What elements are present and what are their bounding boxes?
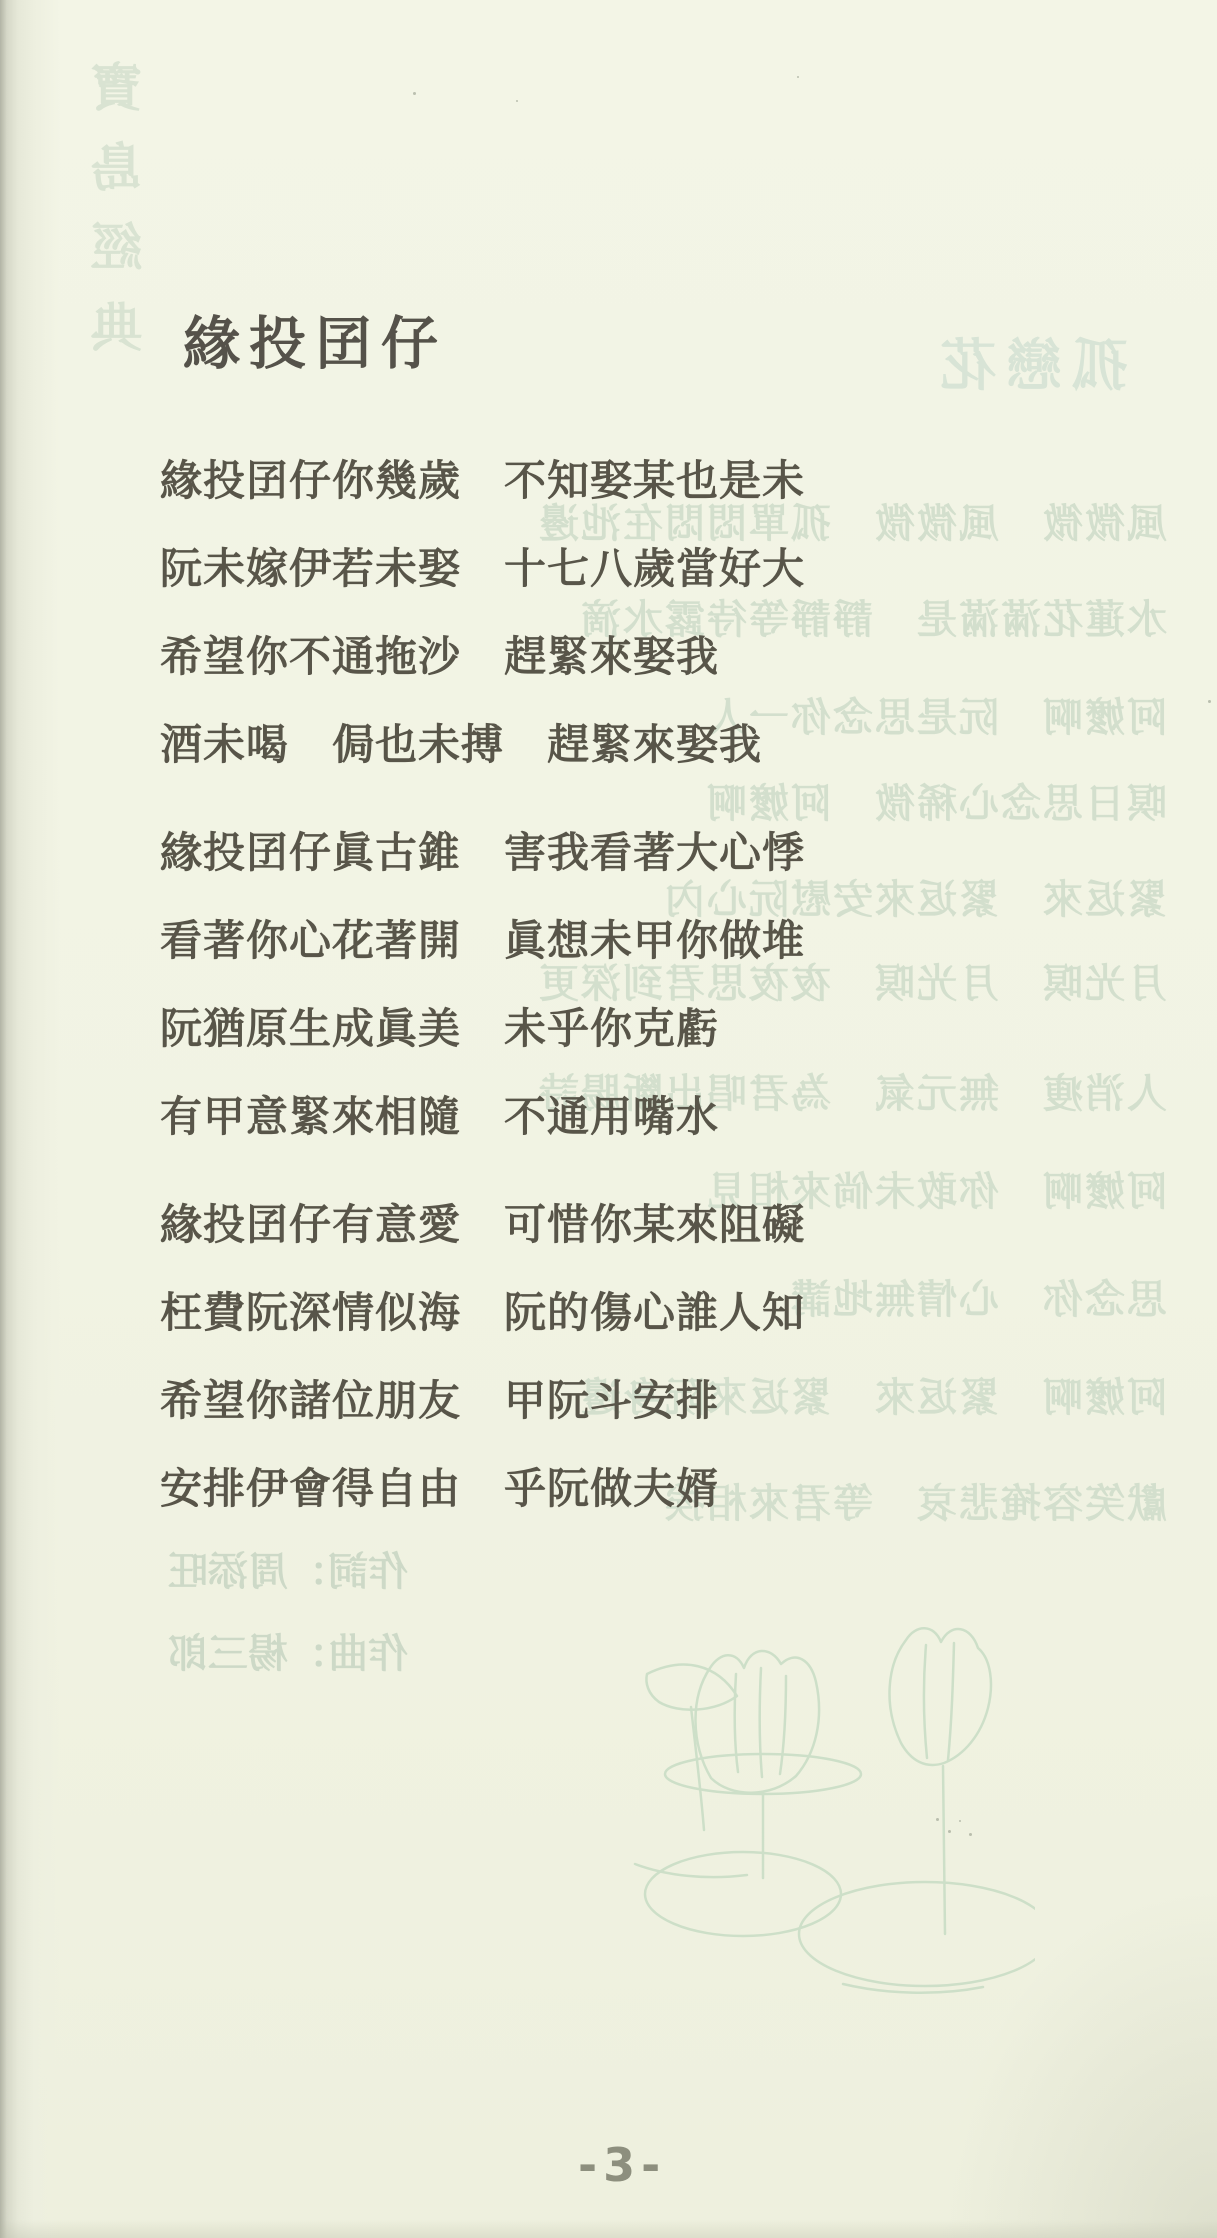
song-title: 緣投囝仔 [183,311,447,377]
lyric-line: 阮猶原生成眞美 未乎你克虧 [160,1004,720,1053]
dust-speck [516,100,518,102]
lyric-line: 希望你不通拖沙 趕緊來娶我 [160,632,720,681]
lyric-line: 有甲意緊來相隨 不通用嘴水 [160,1092,720,1141]
dust-speck [959,1820,961,1822]
showthrough-line: 水蓮花滿滿是 靜靜等待露水滴 [579,597,1167,643]
showthrough-line: 阿嬤啊 阮是思念你一人 [705,695,1167,741]
lyric-line: 緣投囝仔有意愛 可惜你某來阻礙 [160,1200,806,1249]
dust-speck [936,1818,939,1821]
lyric-line: 希望你諸位朋友 甲阮斗安排 [160,1376,720,1425]
showthrough-line: 阿嬤啊 緊返來 緊返來阮身邊 [579,1375,1167,1421]
spine-showthrough-label: 寶島經典 [92,60,152,380]
stanza-3 [160,1181,805,1533]
lyric-line: 緣投囝仔你幾歲 不知娶某也是未 [160,456,806,505]
showthrough-lyricist-credit: 作詞：周添旺 [168,1549,408,1595]
lyric-line: 阮未嫁伊若未娶 十七八歲當好大 [160,544,806,593]
lotus-pond-illustration [595,1612,1035,2032]
showthrough-line: 人消瘦 無元氣 為君唱出斷腸詩 [537,1071,1167,1117]
scan-left-edge-shadow [0,0,60,2238]
showthrough-line: 風微微 風微微 孤單悶悶在池邊 [537,501,1167,547]
showthrough-line: 月光暝 月光暝 夜夜思君到深更 [537,961,1167,1007]
lyric-line: 緣投囝仔眞古錐 害我看著大心悸 [160,828,806,877]
lyrics-block [160,437,805,1553]
dust-speck [948,1830,951,1833]
stanza-2 [160,809,805,1161]
showthrough-line: 思念你 心情無地講 [789,1277,1167,1323]
scan-bottom-edge-shadow [0,2220,1217,2238]
lyric-line: 看著你心花著開 眞想未甲你做堆 [160,916,806,965]
dust-speck [969,1833,972,1836]
showthrough-composer-credit: 作曲：楊三郎 [168,1631,408,1677]
showthrough-line: 緊返來 緊返來安慰阮心內 [663,877,1167,923]
lyric-line: 安排伊會得自由 乎阮做夫婿 [160,1464,720,1513]
dust-speck [413,92,416,95]
lyric-line: 枉費阮深情似海 阮的傷心誰人知 [160,1288,806,1337]
showthrough-next-song-title: 孤戀花 [930,334,1128,399]
lyric-line: 酒未喝 侷也未搏 趕緊來娶我 [160,720,763,769]
dust-speck [1208,700,1211,703]
showthrough-line: 阿嬤啊 你敢未倘來相見 [705,1169,1167,1215]
dust-speck [797,76,799,78]
page-number: -3- [578,2138,667,2192]
showthrough-line: 暝日思念心稀微 阿嬤啊 [705,781,1167,827]
stanza-1 [160,437,805,789]
showthrough-line: 獻笑容掩悲哀 等君來相挨 [663,1481,1167,1527]
